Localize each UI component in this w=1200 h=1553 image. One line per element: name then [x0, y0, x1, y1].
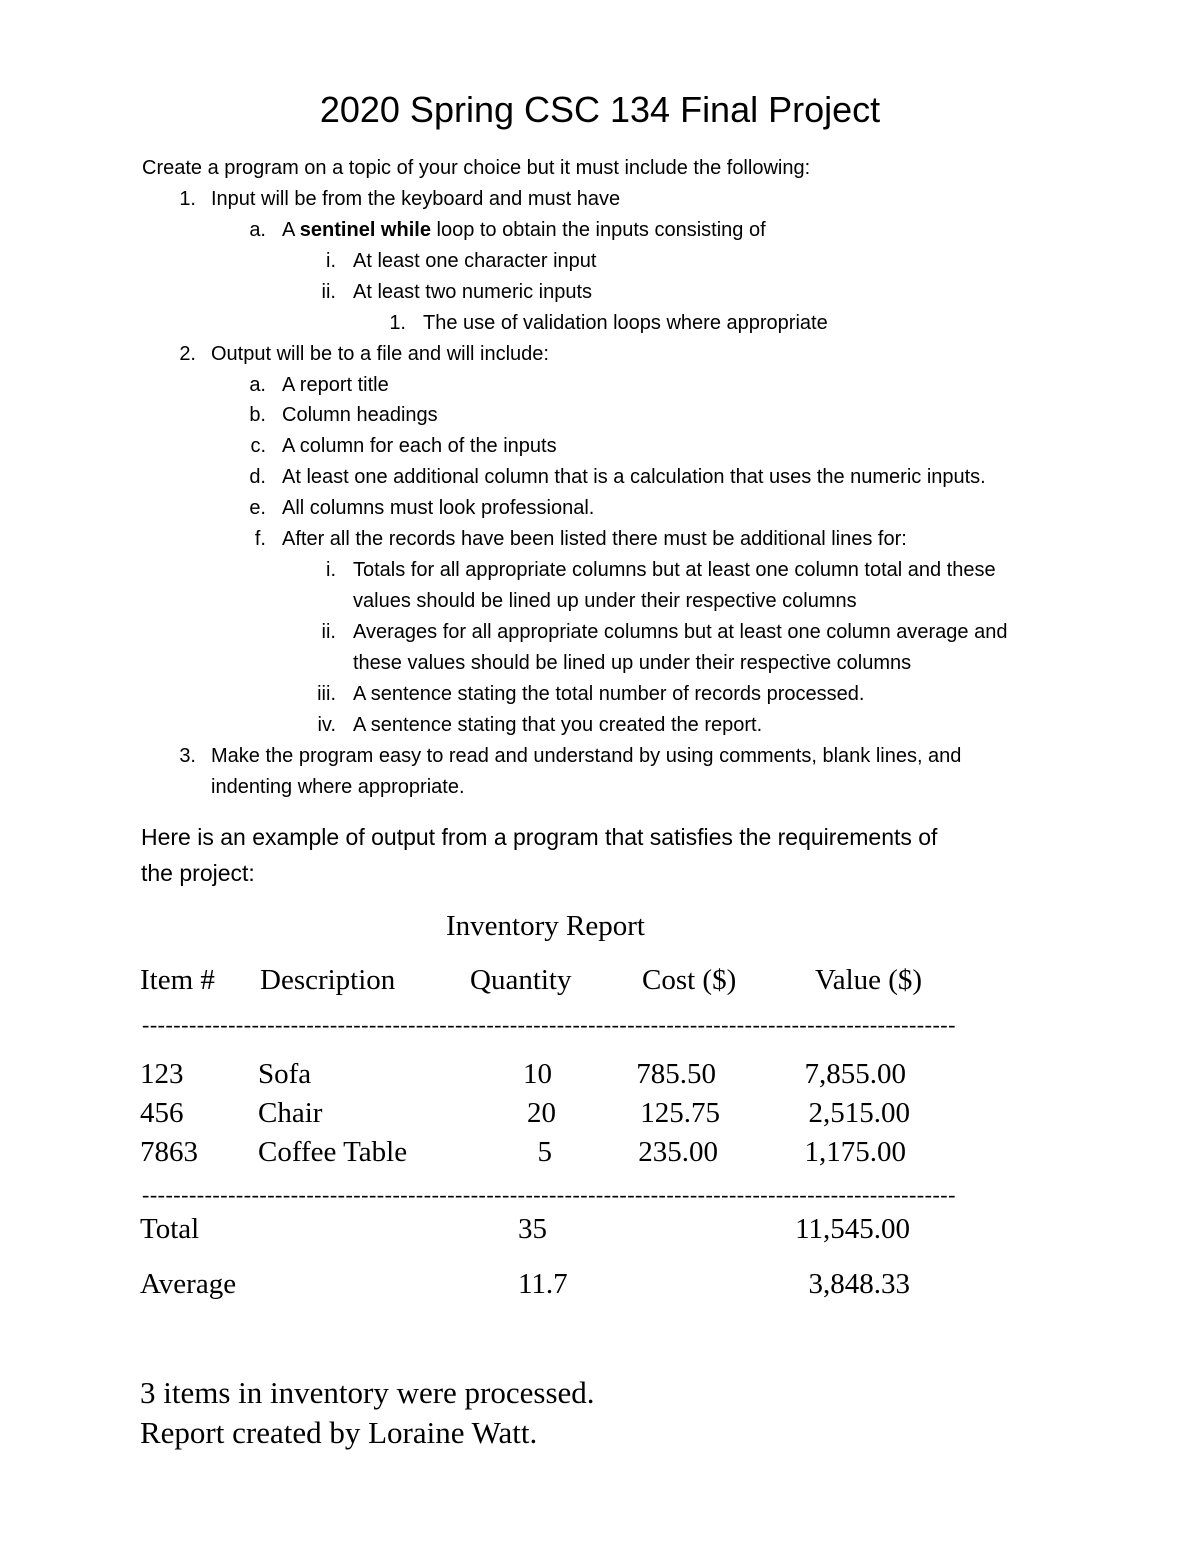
example-intro: Here is an example of output from a program that satisfies the requirements of [141, 824, 938, 850]
cell-quantity: 20 [527, 1097, 556, 1129]
cell-description: Sofa [258, 1058, 312, 1090]
req1a-ii-1-text: The use of validation loops where appropriate [423, 312, 828, 334]
req2-text: Output will be to a file and will include: [211, 343, 549, 365]
req2-item-marker: b. [249, 404, 266, 426]
req2-item-text: After all the records have been listed there must be additional lines for: [282, 528, 907, 550]
cell-item: 7863 [140, 1136, 198, 1168]
req1a-text: A sentinel while loop to obtain the inputs consisting of [282, 219, 766, 241]
divider-bottom: -------------------------------------------------------------------------------------------------------- [142, 1182, 956, 1207]
req1a-i-text: At least one character input [353, 250, 597, 272]
cell-item: 123 [140, 1058, 184, 1090]
req1a-bold: sentinel while [299, 219, 431, 241]
req3-marker: 3. [179, 745, 196, 767]
req2-item-marker: e. [249, 497, 266, 519]
cell-cost: 125.75 [640, 1097, 720, 1129]
req2-item-text: At least one additional column that is a calculation that uses the numeric inputs. [282, 466, 986, 488]
cell-value: 1,175.00 [804, 1136, 906, 1168]
req2-item-text: A report title [282, 374, 389, 396]
cell-value: 2,515.00 [808, 1097, 910, 1129]
req2f-text: values should be lined up under their respective columns [353, 590, 857, 612]
total-label: Total [140, 1213, 200, 1245]
cell-cost: 785.50 [636, 1058, 716, 1090]
req2-item-marker: f. [254, 528, 266, 550]
req2f-text: Totals for all appropriate columns but at least one column total and these [353, 559, 996, 581]
created-sentence: Report created by Loraine Watt. [140, 1415, 538, 1450]
req2-item-text: All columns must look professional. [282, 497, 595, 519]
cell-item: 456 [140, 1097, 184, 1129]
req2f-marker: iii. [317, 683, 336, 705]
req2f-text: these values should be lined up under their respective columns [353, 652, 912, 674]
header-value: Value ($) [815, 964, 923, 996]
req2f-marker: i. [326, 559, 336, 581]
header-description: Description [260, 964, 396, 996]
cell-description: Coffee Table [258, 1136, 408, 1168]
req1a-i-marker: i. [326, 250, 336, 272]
processed-sentence: 3 items in inventory were processed. [140, 1375, 595, 1410]
cell-value: 7,855.00 [804, 1058, 906, 1090]
cell-description: Chair [258, 1097, 323, 1129]
req1-text: Input will be from the keyboard and must have [211, 188, 621, 210]
req1a-ii-text: At least two numeric inputs [353, 281, 592, 303]
req1a-ii-marker: ii. [321, 281, 336, 303]
header-cost: Cost ($) [642, 964, 737, 996]
req2f-marker: iv. [317, 714, 336, 736]
req2-item-marker: d. [249, 466, 266, 488]
example-intro: the project: [141, 860, 255, 886]
intro-text: Create a program on a topic of your choice but it must include the following: [142, 157, 811, 179]
total-value: 11,545.00 [795, 1213, 910, 1245]
req2-item-marker: a. [249, 374, 266, 396]
cell-cost: 235.00 [638, 1136, 718, 1168]
header-item: Item # [140, 964, 215, 996]
req1-marker: 1. [179, 188, 196, 210]
report-title: Inventory Report [446, 910, 645, 942]
cell-quantity: 10 [523, 1058, 552, 1090]
divider-top: -------------------------------------------------------------------------------------------------------- [142, 1012, 956, 1037]
req2-item-marker: c. [250, 435, 266, 457]
req1a-ii-1-marker: 1. [389, 312, 406, 334]
req2-item-text: A column for each of the inputs [282, 435, 557, 457]
req2-marker: 2. [179, 343, 196, 365]
total-quantity: 35 [518, 1213, 547, 1245]
req2f-text: A sentence stating that you created the report. [353, 714, 763, 736]
average-value: 3,848.33 [808, 1268, 910, 1300]
req1a-marker: a. [249, 219, 266, 241]
req2-item-text: Column headings [282, 404, 438, 426]
req2f-text: A sentence stating the total number of records processed. [353, 683, 865, 705]
req3-text: Make the program easy to read and understand by using comments, blank lines, and [211, 745, 962, 767]
cell-quantity: 5 [537, 1136, 552, 1168]
req3-text: indenting where appropriate. [211, 776, 465, 798]
average-quantity: 11.7 [518, 1268, 568, 1300]
req2f-text: Averages for all appropriate columns but at least one column average and [353, 621, 1008, 643]
average-label: Average [140, 1268, 237, 1300]
req2f-marker: ii. [321, 621, 336, 643]
page-title: 2020 Spring CSC 134 Final Project [319, 89, 881, 130]
header-quantity: Quantity [470, 964, 572, 996]
